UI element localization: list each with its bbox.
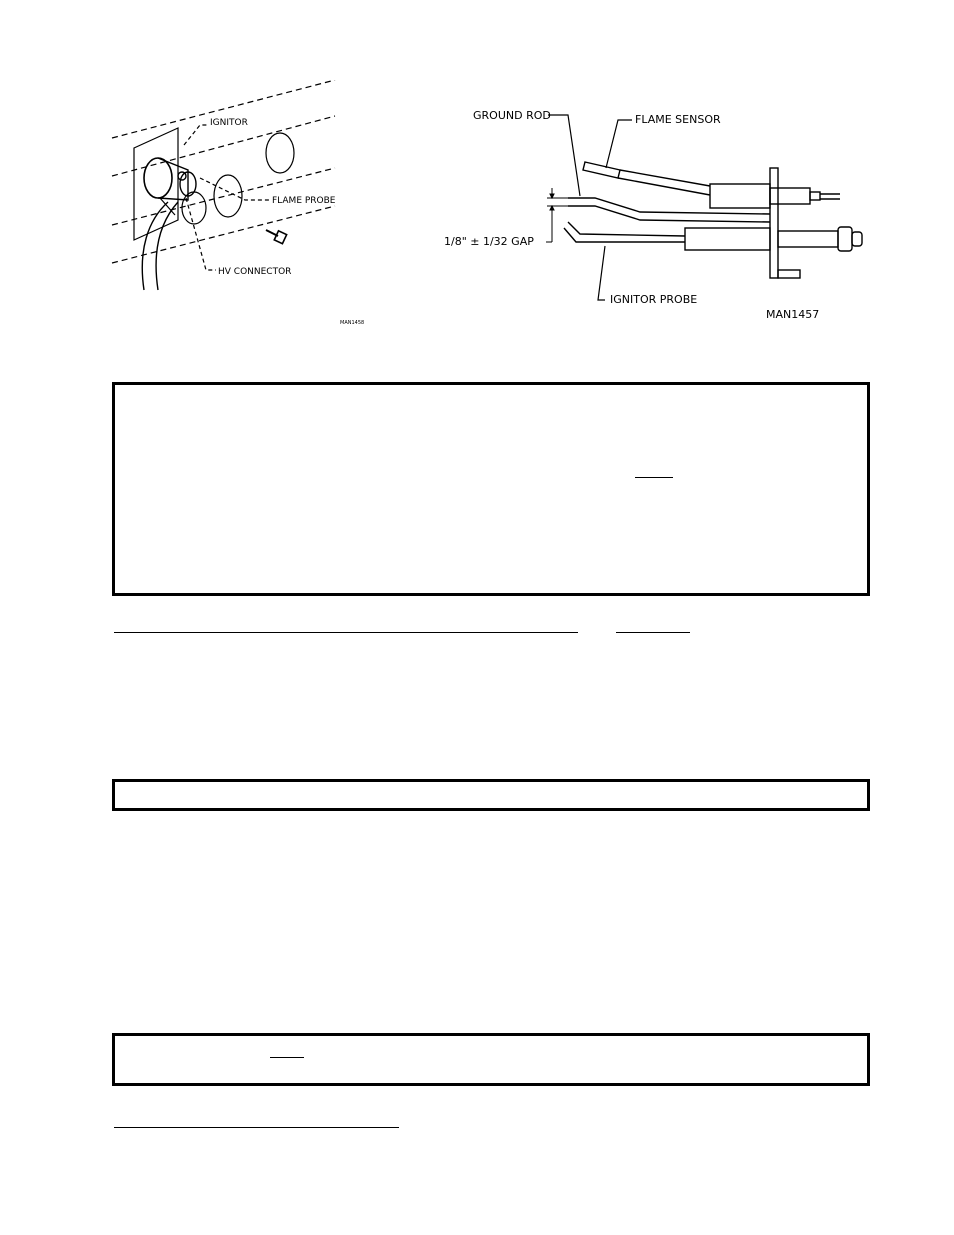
- mounting-bracket: [770, 168, 800, 278]
- hv-connector-label: HV CONNECTOR: [218, 267, 292, 277]
- ignitor-assembly-diagram: [100, 80, 400, 340]
- ignitor-body: [144, 158, 172, 198]
- gap-dimension: [546, 188, 568, 242]
- flame-probe-label: FLAME PROBE: [272, 196, 336, 206]
- caution-box: [112, 1033, 870, 1086]
- section-heading-underline: [114, 632, 578, 633]
- flame-sensor-label: FLAME SENSOR: [635, 113, 721, 126]
- emphasis-underline: [635, 477, 673, 478]
- burner-hole: [182, 192, 206, 224]
- burner-hole: [214, 175, 242, 217]
- figure-id-label: MAN1458: [340, 320, 365, 326]
- emphasis-underline: [270, 1057, 304, 1058]
- gap-label: 1/8" ± 1/32 GAP: [444, 235, 534, 248]
- burner-hole: [266, 133, 294, 173]
- ignitor-probe-label: IGNITOR PROBE: [610, 293, 698, 306]
- screw-icon: [266, 230, 287, 244]
- ground-rod-label: GROUND ROD: [473, 109, 551, 122]
- probe-gap-diagram: [440, 100, 880, 325]
- section-heading-underline: [616, 632, 690, 633]
- warning-box: [112, 382, 870, 596]
- section-heading-underline: [114, 1127, 399, 1128]
- note-box: [112, 779, 870, 811]
- flame-sensor-rod: [583, 162, 840, 208]
- ground-rod: [568, 198, 770, 222]
- ignitor-probe: [564, 222, 862, 251]
- ignitor-label: IGNITOR: [210, 118, 248, 128]
- figure-id-label: MAN1457: [766, 308, 820, 321]
- hv-wire: [142, 202, 168, 290]
